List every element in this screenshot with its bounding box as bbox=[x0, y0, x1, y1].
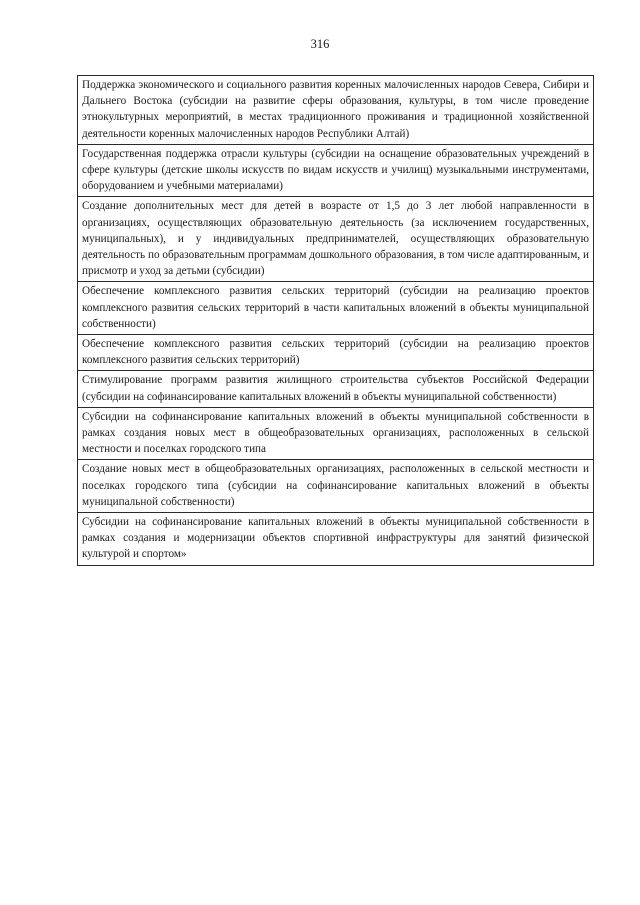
table-row bbox=[78, 197, 594, 282]
table-cell: Стимулирование программ развития жилищного строительства субъектов Российской Федерации (субсидии на софинансирование капитальных вложений в объекты муниципальной собственности) bbox=[78, 371, 594, 407]
subsidies-table bbox=[77, 75, 594, 566]
table-row bbox=[78, 407, 594, 460]
table-cell: Субсидии на софинансирование капитальных вложений в объекты муниципальной собственности в рамках создания и модернизации объектов спортивной инфраструктуры для занятий физической культурой и спортом» bbox=[78, 513, 594, 566]
table-cell: Создание дополнительных мест для детей в возрасте от 1,5 до 3 лет любой направленности в организациях, осуществляющих образовательную деятельность (за исключением государственных, муниципальных), и у индивидуальных предпринимателей, осуществляющих образовательную деятельность по образовательным программам дошкольного образования, в том числе адаптированным, и присмотр и уход за детьми (субсидии) bbox=[78, 197, 594, 282]
table-row bbox=[78, 371, 594, 407]
table-row bbox=[78, 335, 594, 371]
table-cell: Обеспечение комплексного развития сельских территорий (субсидии на реализацию проектов комплексного развития сельских территорий в части капитальных вложений в объекты муниципальной собственности) bbox=[78, 282, 594, 335]
table-row bbox=[78, 282, 594, 335]
page-number: 316 bbox=[310, 37, 330, 51]
table-row bbox=[78, 76, 594, 145]
table-cell: Обеспечение комплексного развития сельских территорий (субсидии на реализацию проектов комплексного развития сельских территорий) bbox=[78, 335, 594, 371]
table-cell: Субсидии на софинансирование капитальных вложений в объекты муниципальной собственности в рамках создания новых мест в общеобразовательных организациях, расположенных в сельской местности и поселках городского типа bbox=[78, 407, 594, 460]
table-row bbox=[78, 144, 594, 197]
table-cell: Создание новых мест в общеобразовательных организациях, расположенных в сельской местности и поселках городского типа (субсидии на софинансирование капитальных вложений в объекты муниципальной собственности) bbox=[78, 460, 594, 513]
table-row bbox=[78, 460, 594, 513]
table-cell: Поддержка экономического и социального развития коренных малочисленных народов Севера, Сибири и Дальнего Востока (субсидии на развитие сферы образования, культуры, в том числе проведение этнокультурных мероприятий, в местах традиционного проживания и традиционной хозяйственной деятельности коренных малочисленных народов Республики Алтай) bbox=[78, 76, 594, 145]
table-cell: Государственная поддержка отрасли культуры (субсидии на оснащение образовательных учреждений в сфере культуры (детские школы искусств по видам искусств и училищ) музыкальными инструментами, оборудованием и учебными материалами) bbox=[78, 144, 594, 197]
table-row bbox=[78, 513, 594, 566]
